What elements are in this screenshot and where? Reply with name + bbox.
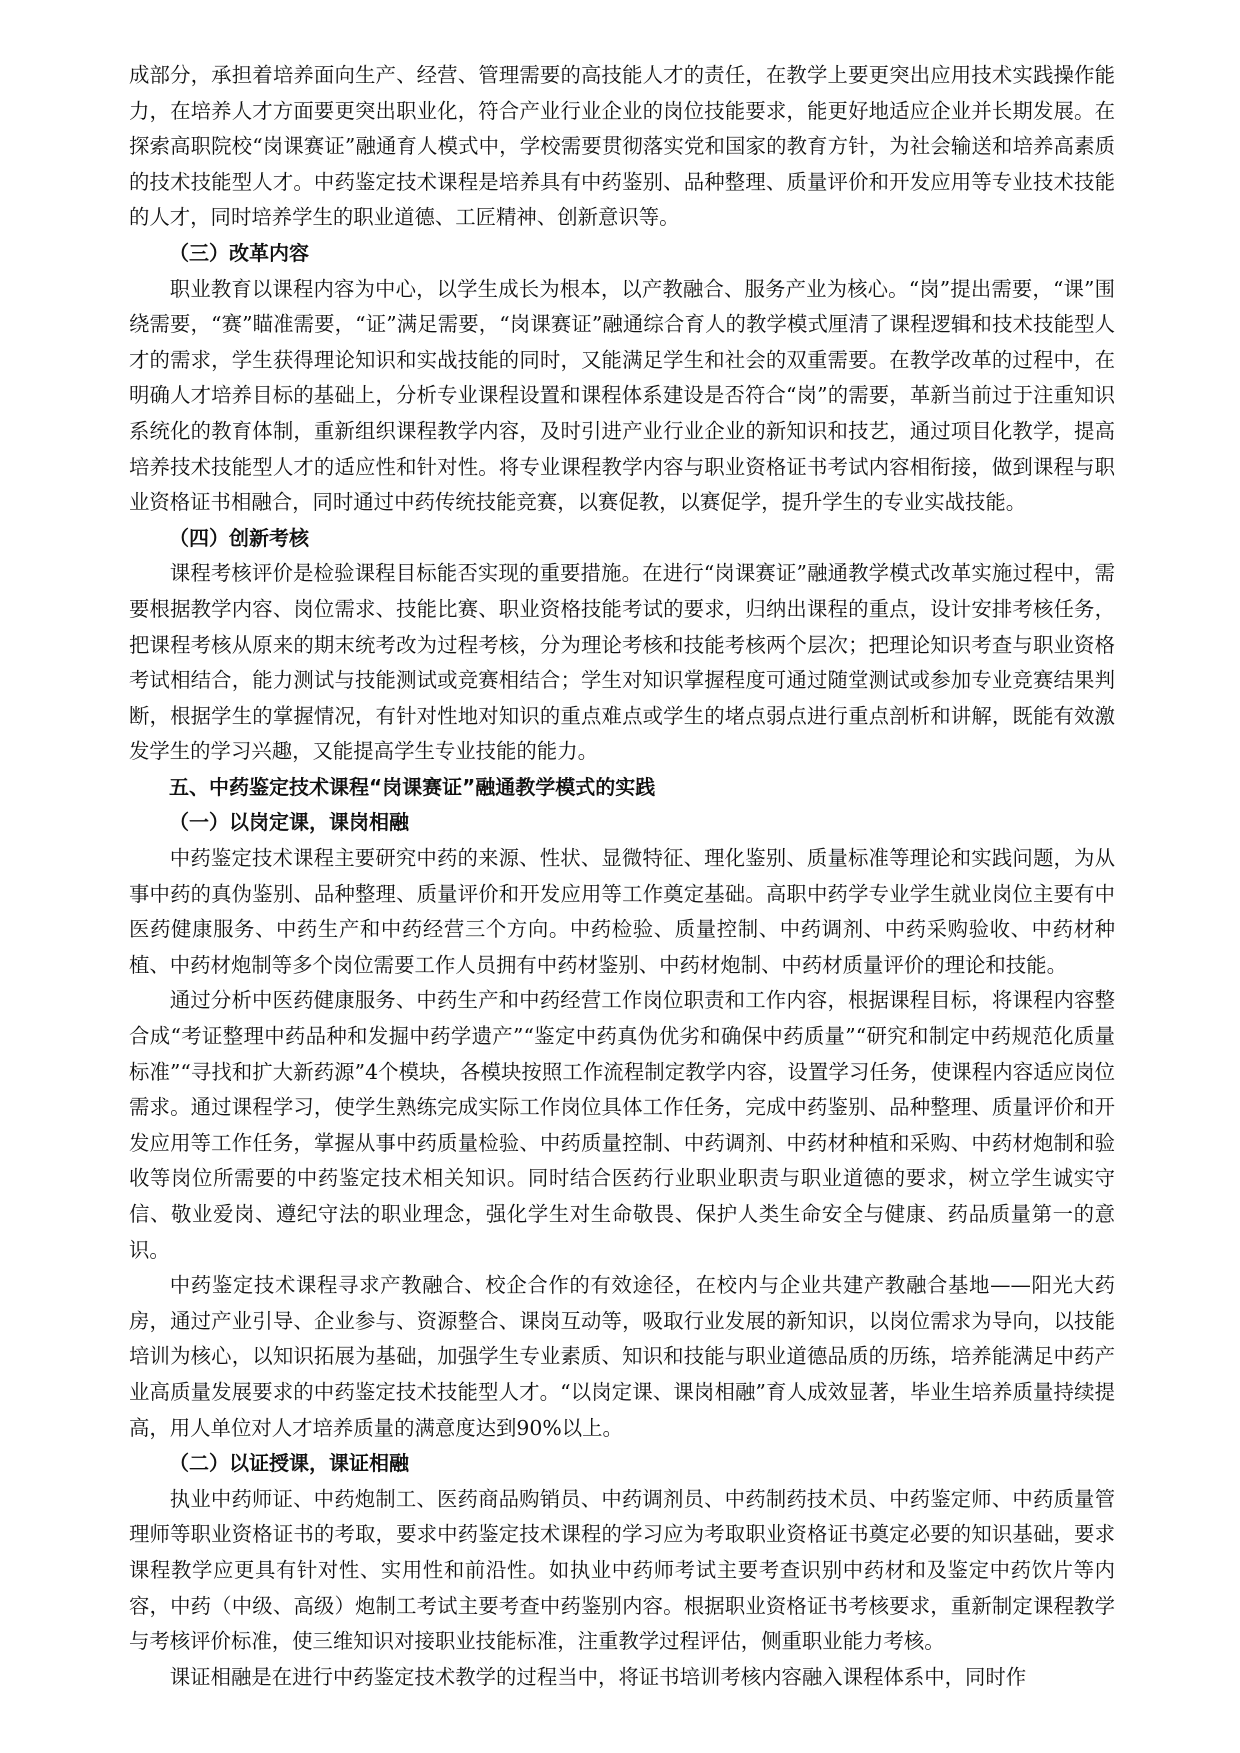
paragraph-innovative-assessment: 课程考核评价是检验课程目标能否实现的重要措施。在进行“岗课赛证”融通教学模式改革实施过程中，需要根据教学内容、岗位需求、技能比赛、职业资格技能考试的要求，归纳出课程的重点，设计安排考核任务，把课程考核从原来的期末统考改为过程考核，分为理论考核和技能考核两个层次；把理论知识考查与职业资格考试相结合，能力测试与技能测试或竞赛相结合；学生对知识掌握程度可通过随堂测试或参加专业竞赛结果判断，根据学生的掌握情况，有针对性地对知识的重点难点或学生的堵点弱点进行重点剖析和讲解，既能有效激发学生的学习兴趣，又能提高学生专业技能的能力。: [129, 561, 1115, 764]
paragraph-intro-continued: 成部分，承担着培养面向生产、经营、管理需要的高技能人才的责任，在教学上要更突出应用技术实践操作能力，在培养人才方面要更突出职业化，符合产业行业企业的岗位技能要求，能更好地适应企业并长期发展。在探索高职院校“岗课赛证”融通育人模式中，学校需要贯彻落实党和国家的教育方针，为社会输送和培养高素质的技术技能型人才。中药鉴定技术课程是培养具有中药鉴别、品种整理、质量评价和开发应用等专业技术技能的人才，同时培养学生的职业道德、工匠精神、创新意识等。: [129, 63, 1115, 230]
chapter-heading-practice: 五、中药鉴定技术课程“岗课赛证”融通教学模式的实践: [169, 774, 656, 799]
paragraph-reform-content: 职业教育以课程内容为中心，以学生成长为根本，以产教融合、服务产业为核心。“岗”提出需要，“课”围绕需要，“赛”瞄准需要，“证”满足需要，“岗课赛证”融通综合育人的教学模式厘清了课程逻辑和技术技能型人才的需求，学生获得理论知识和实战技能的同时，又能满足学生和社会的双重需要。在教学改革的过程中，在明确人才培养目标的基础上，分析专业课程设置和课程体系建设是否符合“岗”的需要，革新当前过于注重知识系统化的教育体制，重新组织课程教学内容，及时引进产业行业企业的新知识和技艺，通过项目化教学，提高培养技术技能型人才的适应性和针对性。将专业课程教学内容与职业资格证书考试内容相衔接，做到课程与职业资格证书相融合，同时通过中药传统技能竞赛，以赛促教，以赛促学，提升学生的专业实战技能。: [129, 276, 1115, 515]
section-heading-certificate-course: （二）以证授课，课证相融: [169, 1451, 409, 1476]
section-heading-post-course: （一）以岗定课，课岗相融: [169, 810, 409, 835]
section-heading-reform-content: （三）改革内容: [169, 240, 309, 265]
paragraph-post-course-2: 通过分析中医药健康服务、中药生产和中药经营工作岗位职责和工作内容，根据课程目标，将课程内容整合成“考证整理中药品种和发掘中药学遗产”“鉴定中药真伪优劣和确保中药质量”“研究和制定中药规范化质量标准”“寻找和扩大新药源”4个模块，各模块按照工作流程制定教学内容，设置学习任务，使课程内容适应岗位需求。通过课程学习，使学生熟练完成实际工作岗位具体工作任务，完成中药鉴别、品种整理、质量评价和开发应用等工作任务，掌握从事中药质量检验、中药质量控制、中药调剂、中药材种植和采购、中药材炮制和验收等岗位所需要的中药鉴定技术相关知识。同时结合医药行业职业职责与职业道德的要求，树立学生诚实守信、敬业爱岗、遵纪守法的职业理念，强化学生对生命敬畏、保护人类生命安全与健康、药品质量第一的意识。: [129, 988, 1115, 1262]
paragraph-certificate-course-1: 执业中药师证、中药炮制工、医药商品购销员、中药调剂员、中药制药技术员、中药鉴定师、中药质量管理师等职业资格证书的考取，要求中药鉴定技术课程的学习应为考取职业资格证书奠定必要的知识基础，要求课程教学应更具有针对性、实用性和前沿性。如执业中药师考试主要考查识别中药材和及鉴定中药饮片等内容，中药（中级、高级）炮制工考试主要考查中药鉴别内容。根据职业资格证书考核要求，重新制定课程教学与考核评价标准，使三维知识对接职业技能标准，注重教学过程评估，侧重职业能力考核。: [129, 1486, 1115, 1654]
paragraph-certificate-course-2: 课证相融是在进行中药鉴定技术教学的过程当中，将证书培训考核内容融入课程体系中，同时作: [169, 1664, 1027, 1689]
document-page: [129, 58, 1115, 1695]
paragraph-post-course-3: 中药鉴定技术课程寻求产教融合、校企合作的有效途径，在校内与企业共建产教融合基地——阳光大药房，通过产业引导、企业参与、资源整合、课岗互动等，吸取行业发展的新知识，以岗位需求为导向，以技能培训为核心，以知识拓展为基础，加强学生专业素质、知识和技能与职业道德品质的历练，培养能满足中药产业高质量发展要求的中药鉴定技术技能型人才。“以岗定课、课岗相融”育人成效显著，毕业生培养质量持续提高，用人单位对人才培养质量的满意度达到90%以上。: [129, 1273, 1115, 1440]
section-heading-innovative-assessment: （四）创新考核: [169, 525, 309, 550]
paragraph-post-course-1: 中药鉴定技术课程主要研究中药的来源、性状、显微特征、理化鉴别、质量标准等理论和实践问题，为从事中药的真伪鉴别、品种整理、质量评价和开发应用等工作奠定基础。高职中药学专业学生就业岗位主要有中医药健康服务、中药生产和中药经营三个方向。中药检验、质量控制、中药调剂、中药采购验收、中药材种植、中药材炮制等多个岗位需要工作人员拥有中药材鉴别、中药材炮制、中药材质量评价的理论和技能。: [129, 846, 1115, 977]
